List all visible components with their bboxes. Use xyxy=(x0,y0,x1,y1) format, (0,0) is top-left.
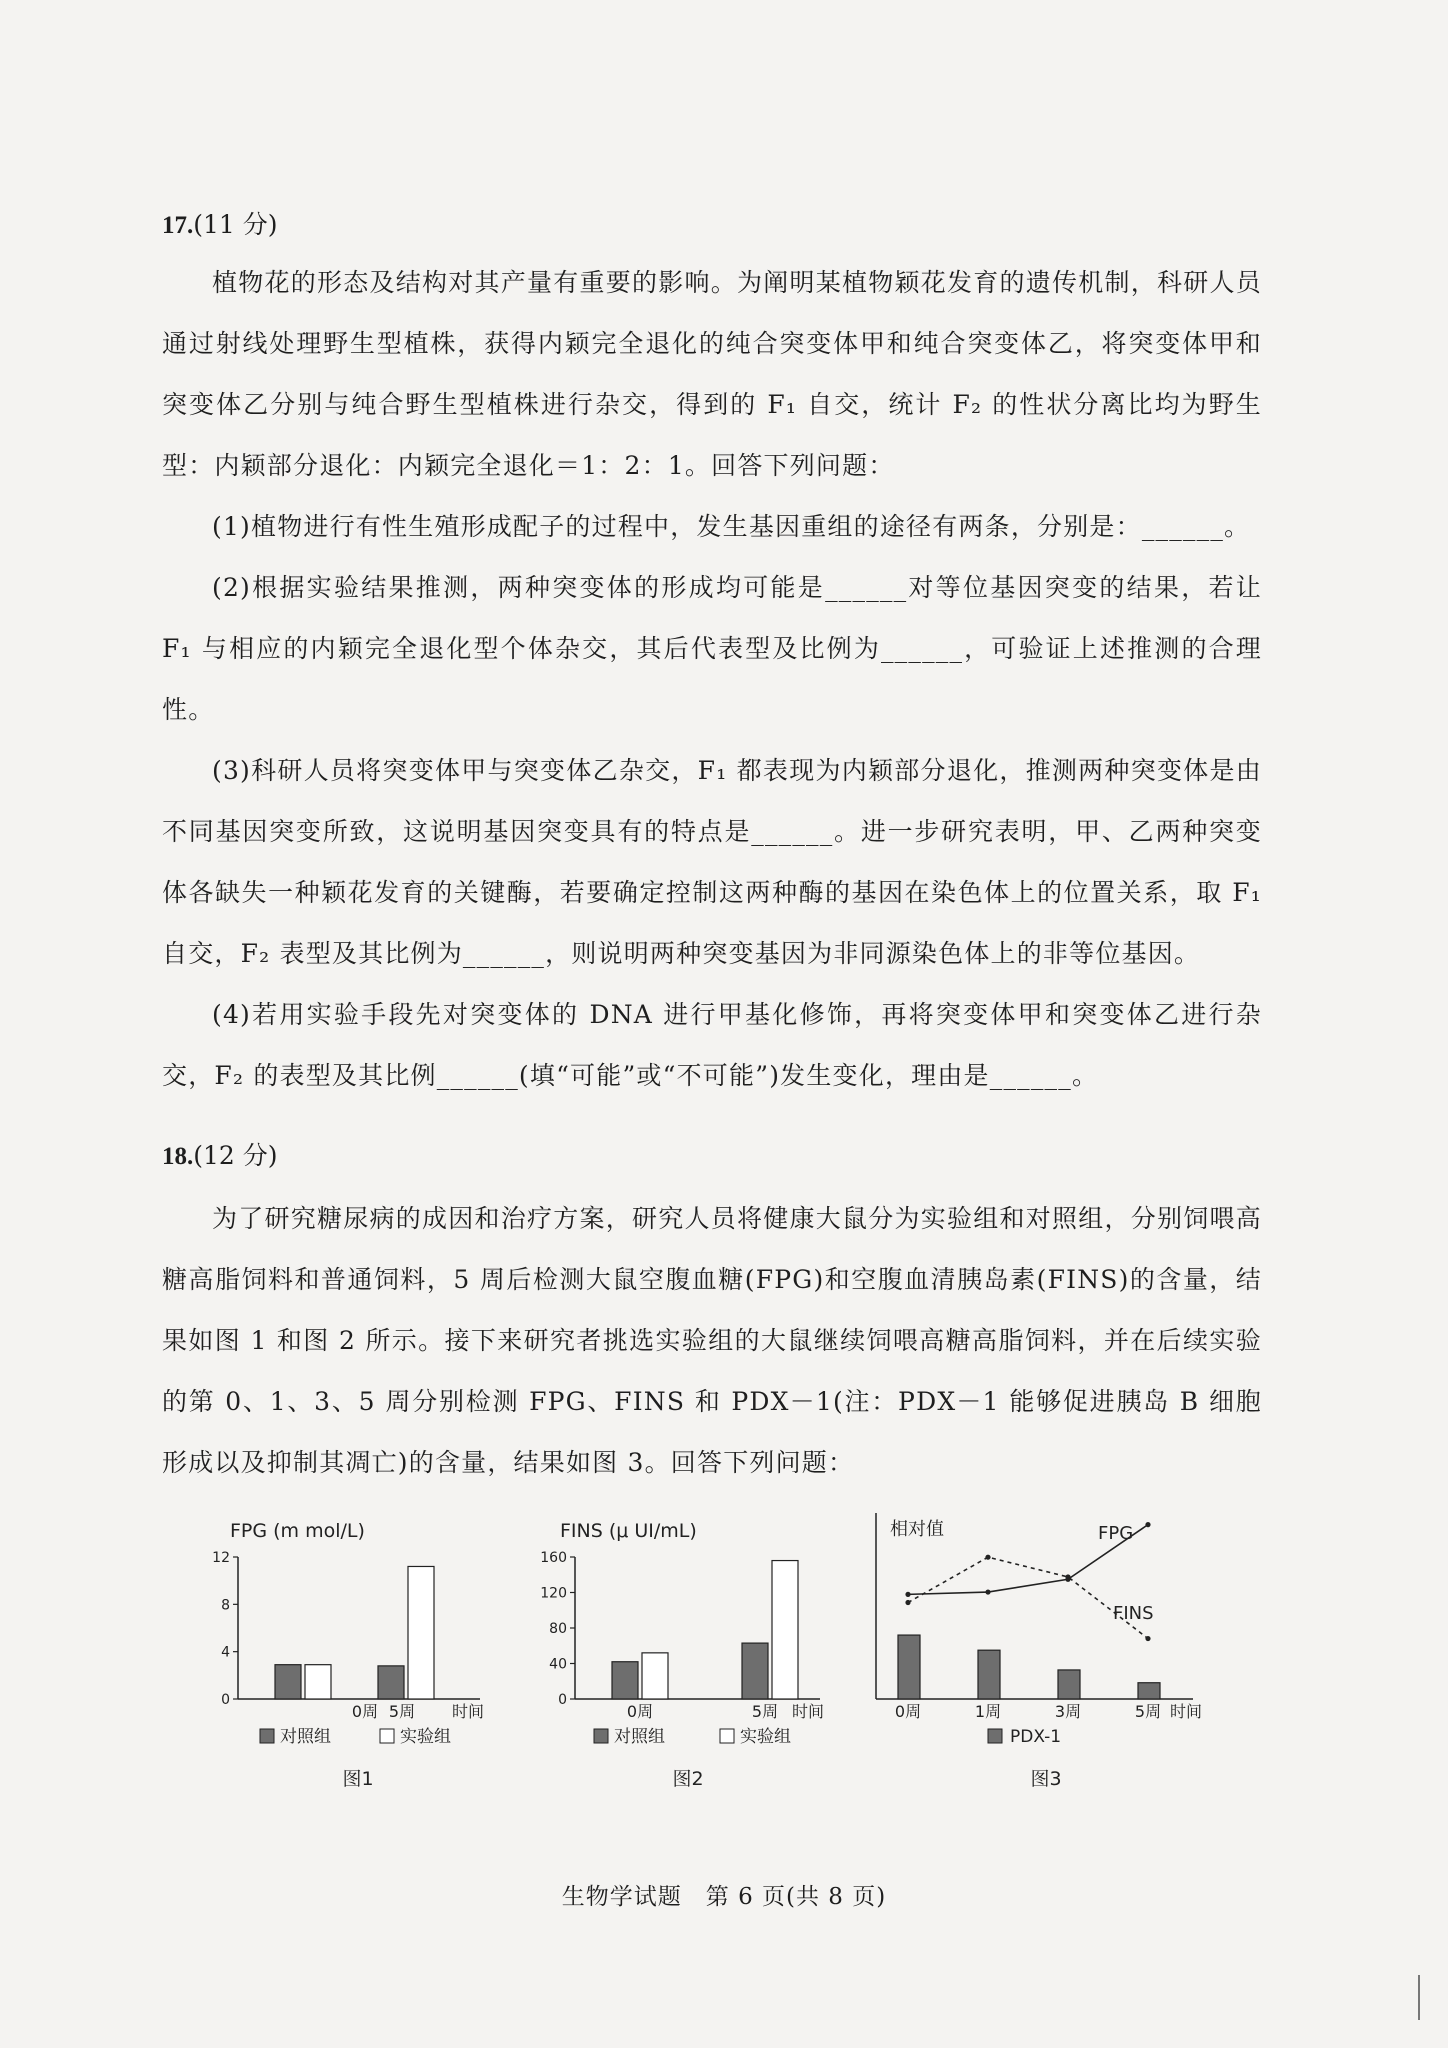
fig2-ytick-0: 0 xyxy=(558,1692,567,1708)
fig2-caption: 图2 xyxy=(672,1768,704,1790)
fig2-bar-experiment-0 xyxy=(642,1653,668,1699)
fig3-bar-pdx-0 xyxy=(898,1635,920,1699)
fig3-point-fpg-3 xyxy=(1145,1522,1150,1527)
fig1-legend-control-swatch xyxy=(260,1729,274,1743)
fig1-ylabel: FPG (m mol/L) xyxy=(230,1520,365,1542)
fig3-point-fpg-1 xyxy=(985,1589,990,1594)
q18-score: (12 分) xyxy=(193,1141,278,1170)
q17-body xyxy=(162,252,1262,1106)
q18-body xyxy=(162,1188,1262,1493)
fig3-line-label-fpg: FPG xyxy=(1098,1523,1134,1544)
fig2-ylabel: FINS (μ UI/mL) xyxy=(560,1520,697,1542)
fig1-bar-control-1 xyxy=(378,1666,404,1699)
fig2-ytick-4: 160 xyxy=(540,1550,567,1566)
fig2-xtick-0: 0周 xyxy=(626,1702,654,1721)
fig1-caption: 图1 xyxy=(342,1768,374,1790)
q17-heading xyxy=(162,205,278,241)
margin-rule xyxy=(1418,1975,1420,2020)
fig2-bar-control-0 xyxy=(612,1662,638,1699)
fig3-xtick-0: 0周 xyxy=(894,1702,922,1721)
page-footer: 生物学试题 第 6 页(共 8 页) xyxy=(561,1884,887,1910)
fig2-legend-control: 对照组 xyxy=(614,1727,665,1747)
fig1-xtick-1: 5周 xyxy=(388,1702,416,1721)
fig2-ytick-3: 120 xyxy=(540,1585,567,1602)
fig1-bar-control-0 xyxy=(275,1665,301,1699)
fig3-point-fins-0 xyxy=(905,1600,910,1605)
fig1-bar-experiment-0 xyxy=(305,1665,331,1699)
fig3-xlabel: 时间 xyxy=(1169,1702,1203,1721)
fig3-bar-pdx-1 xyxy=(978,1650,1000,1699)
q17-number: 17. xyxy=(162,212,194,239)
q17-intro: 植物花的形态及结构对其产量有重要的影响。为阐明某植物颖花发育的遗传机制，科研人员通过射线处理野生型植株，获得内颖完全退化的纯合突变体甲和纯合突变体乙，将突变体甲和突变体乙分别与纯合野生型植株进行杂交，得到的 F₁ 自交，统计 F₂ 的性状分离比均为野生型：内颖部分退化：内颖完全退化＝1：2：1。回答下列问题： xyxy=(162,268,1262,480)
fig3-line-fins xyxy=(908,1557,1148,1638)
fig2-xlabel: 时间 xyxy=(791,1702,825,1721)
fig3-xtick-2: 3周 xyxy=(1054,1702,1082,1721)
fig1-ytick-2: 8 xyxy=(221,1597,230,1614)
fig3-legend-pdx: PDX-1 xyxy=(1010,1727,1062,1747)
fig2-bar-experiment-1 xyxy=(772,1561,798,1699)
q18-heading xyxy=(162,1136,278,1172)
q17-score: (11 分) xyxy=(193,210,278,239)
fig2-ytick-1: 40 xyxy=(549,1656,567,1673)
fig3-caption: 图3 xyxy=(1030,1768,1062,1790)
fig3-point-fins-2 xyxy=(1065,1574,1070,1579)
fig3-xtick-1: 1周 xyxy=(974,1702,1002,1721)
fig2-ytick-2: 80 xyxy=(549,1621,567,1637)
fig3-legend-pdx-swatch xyxy=(988,1729,1002,1743)
fig2-legend-control-swatch xyxy=(594,1729,608,1743)
figure-3-relative-chart xyxy=(868,1505,1238,1795)
q17-sub3: (3)科研人员将突变体甲与突变体乙杂交，F₁ 都表现为内颖部分退化，推测两种突变体是由不同基因突变所致，这说明基因突变具有的特点是______。进一步研究表明，甲、乙两种突变体各缺失一种颖花发育的关键酶，若要确定控制这两种酶的基因在染色体上的位置关系，取 F₁ 自交，F₂ 表型及其比例为______，则说明两种突变基因为非同源染色体上的非等位基因。 xyxy=(162,756,1262,968)
fig1-legend-exp-swatch xyxy=(380,1729,394,1743)
fig2-bar-control-1 xyxy=(742,1643,768,1699)
fig1-legend-experiment: 实验组 xyxy=(400,1727,451,1747)
fig2-legend-exp-swatch xyxy=(720,1729,734,1743)
fig3-bar-pdx-3 xyxy=(1138,1683,1160,1699)
fig3-point-fpg-0 xyxy=(905,1592,910,1597)
q17-sub2: (2)根据实验结果推测，两种突变体的形成均可能是______对等位基因突变的结果，若让 F₁ 与相应的内颖完全退化型个体杂交，其后代表型及比例为______，可验证上述推测的合理性。 xyxy=(162,573,1262,724)
fig2-legend-experiment: 实验组 xyxy=(740,1727,791,1747)
fig3-bar-pdx-2 xyxy=(1058,1670,1080,1699)
fig1-legend-control: 对照组 xyxy=(280,1727,331,1747)
fig1-xlabel: 时间 xyxy=(451,1702,485,1721)
figure-2-fins-chart xyxy=(520,1505,860,1795)
fig1-ytick-0: 0 xyxy=(221,1692,230,1708)
fig1-bar-experiment-1 xyxy=(408,1566,434,1699)
q18-number: 18. xyxy=(162,1143,194,1170)
figure-1-fpg-chart xyxy=(190,1505,520,1795)
fig3-point-fins-1 xyxy=(985,1555,990,1560)
q17-sub1: (1)植物进行有性生殖形成配子的过程中，发生基因重组的途径有两条，分别是：______。 xyxy=(212,512,1251,541)
q18-intro: 为了研究糖尿病的成因和治疗方案，研究人员将健康大鼠分为实验组和对照组，分别饲喂高糖高脂饲料和普通饲料，5 周后检测大鼠空腹血糖(FPG)和空腹血清胰岛素(FINS)的含量，结果如图 1 和图 2 所示。接下来研究者挑选实验组的大鼠继续饲喂高糖高脂饲料，并在后续实验的第 0、1、3、5 周分别检测 FPG、FINS 和 PDX－1(注：PDX－1 能够促进胰岛 B 细胞形成以及抑制其凋亡)的含量，结果如图 3。回答下列问题： xyxy=(162,1204,1262,1477)
fig1-xtick-0: 0周 xyxy=(351,1702,379,1721)
fig3-point-fins-3 xyxy=(1145,1636,1150,1641)
q17-sub4: (4)若用实验手段先对突变体的 DNA 进行甲基化修饰，再将突变体甲和突变体乙进行杂交，F₂ 的表型及其比例______(填“可能”或“不可能”)发生变化，理由是______。 xyxy=(162,1000,1262,1090)
fig3-ylabel: 相对值 xyxy=(890,1519,944,1540)
fig3-line-label-fins: FINS xyxy=(1113,1603,1154,1624)
fig1-ytick-3: 12 xyxy=(212,1550,230,1566)
fig1-ytick-1: 4 xyxy=(221,1644,230,1661)
fig3-xtick-3: 5周 xyxy=(1134,1702,1162,1721)
fig2-xtick-1: 5周 xyxy=(751,1702,779,1721)
